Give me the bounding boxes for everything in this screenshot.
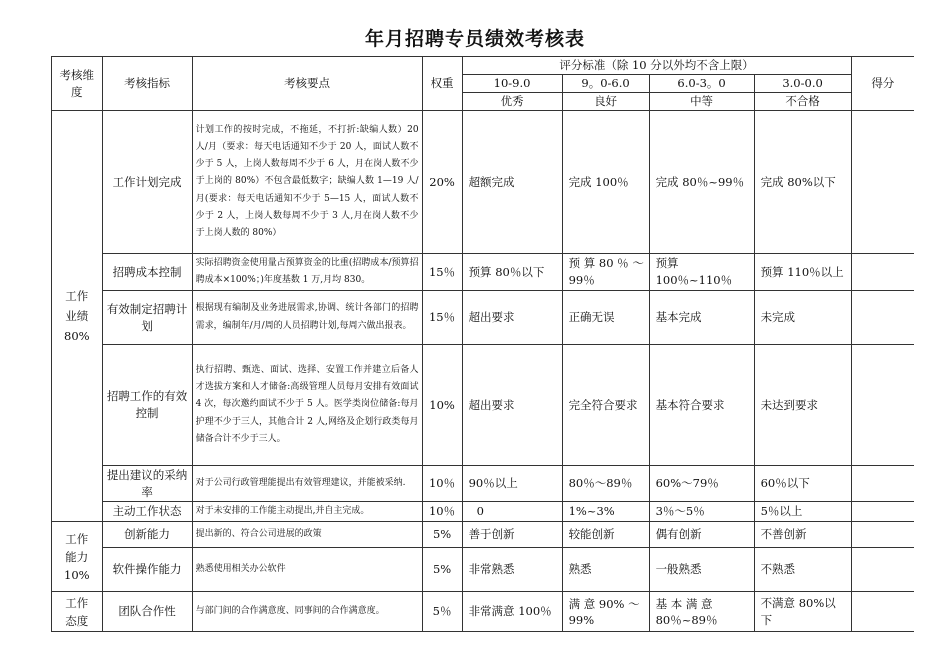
indicator-cell: 有效制定招聘计划	[102, 291, 192, 345]
key-points-cell: 与部门间的合作满意度、同事间的合作满意度。	[192, 592, 422, 632]
header-dimension: 考核维度	[52, 57, 103, 111]
score-cell[interactable]	[851, 111, 914, 254]
grade-medium-cell: 偶有创新	[649, 522, 754, 548]
grade-excellent-cell: 超出要求	[462, 345, 562, 466]
score-cell[interactable]	[851, 592, 914, 632]
range-good: 9。0-6.0	[562, 75, 649, 93]
range-fail: 3.0-0.0	[754, 75, 851, 93]
indicator-cell: 团队合作性	[102, 592, 192, 632]
grade-good-cell: 80％～89％	[562, 466, 649, 502]
grade-medium-cell: 60%～79％	[649, 466, 754, 502]
grade-excellent-cell: 90％以上	[462, 466, 562, 502]
score-cell[interactable]	[851, 548, 914, 592]
grade-good-cell: 完全符合要求	[562, 345, 649, 466]
grade-excellent-cell: 0	[462, 502, 562, 522]
table-row	[52, 111, 915, 254]
grade-fail-cell: 未达到要求	[754, 345, 851, 466]
grade-fail-cell: 不善创新	[754, 522, 851, 548]
table-row	[52, 592, 915, 632]
level-medium: 中等	[649, 93, 754, 111]
score-cell[interactable]	[851, 254, 914, 291]
grade-good-cell: 较能创新	[562, 522, 649, 548]
score-cell[interactable]	[851, 502, 914, 522]
grade-medium-cell: 基本完成	[649, 291, 754, 345]
grade-good-cell: 满 意 90% ～ 99%	[562, 592, 649, 632]
grade-fail-cell: 未完成	[754, 291, 851, 345]
table-row	[52, 502, 915, 522]
grade-fail-cell: 预算 110％以上	[754, 254, 851, 291]
range-excellent: 10-9.0	[462, 75, 562, 93]
key-points-cell: 熟悉使用相关办公软件	[192, 548, 422, 592]
grade-good-cell: 1%~3%	[562, 502, 649, 522]
key-points-cell: 计划工作的按时完成，不拖延，不打折:缺编人数）20 人/月（要求：每天电话通知不少于 20 人，面试人数不少于 5 人，上岗人数每周不少于 6 人，月在岗人数不少于上岗的 80%）不包含最低数字；缺编人数 1—19 人/月(要求：每天电话通知不少于 5—15 人，面试人数不少于 2 人，上岗人数每周不少于 3 人,月在岗人数不少于上岗人数的 80%）	[192, 111, 422, 254]
weight-cell: 10％	[422, 466, 462, 502]
weight-cell: 5%	[422, 548, 462, 592]
key-points-cell: 对于公司行政管理能提出有效管理建议，并能被采纳.	[192, 466, 422, 502]
key-points-cell: 根据现有编制及业务进展需求,协调、统计各部门的招聘需求，编制年/月/周的人员招聘计划,每周六做出报表。	[192, 291, 422, 345]
indicator-cell: 创新能力	[102, 522, 192, 548]
grade-medium-cell: 3％～5％	[649, 502, 754, 522]
page-title: 年月招聘专员绩效考核表	[364, 28, 585, 50]
grade-good-cell: 预 算 80 ％ ～ 99％	[562, 254, 649, 291]
grade-good-cell: 熟悉	[562, 548, 649, 592]
key-points-cell: 对于未安排的工作能主动提出,并自主完成。	[192, 502, 422, 522]
weight-cell: 20%	[422, 111, 462, 254]
weight-cell: 10%	[422, 345, 462, 466]
grade-excellent-cell: 超出要求	[462, 291, 562, 345]
grade-excellent-cell: 超额完成	[462, 111, 562, 254]
grade-medium-cell: 基 本 满 意 80％~89％	[649, 592, 754, 632]
weight-cell: 15％	[422, 254, 462, 291]
grade-good-cell: 完成 100％	[562, 111, 649, 254]
weight-cell: 5％	[422, 592, 462, 632]
score-cell[interactable]	[851, 522, 914, 548]
grade-medium-cell: 基本符合要求	[649, 345, 754, 466]
grade-excellent-cell: 善于创新	[462, 522, 562, 548]
key-points-cell: 执行招聘、甄选、面试、选择、安置工作并建立后备人才选拔方案和人才储备:高级管理人员每月安排有效面试 4 次，每次邀约面试不少于 5 人。医学类岗位储备:每月护理不少于三人，其他合计 2 人,网络及企划行政类每月储备合计不少于三人。	[192, 345, 422, 466]
key-points-cell: 提出新的、符合公司进展的政策	[192, 522, 422, 548]
dimension-attitude: 工作态度	[52, 592, 103, 632]
weight-cell: 5%	[422, 522, 462, 548]
assessment-table	[51, 56, 914, 632]
grade-fail-cell: 60％以下	[754, 466, 851, 502]
level-good: 良好	[562, 93, 649, 111]
dimension-ability: 工作能力10%	[52, 522, 103, 592]
score-cell[interactable]	[851, 466, 914, 502]
grade-medium-cell: 预算 100％~110％	[649, 254, 754, 291]
header-score: 得分	[851, 57, 914, 111]
grade-fail-cell: 不熟悉	[754, 548, 851, 592]
table-row	[52, 548, 915, 592]
table-row	[52, 466, 915, 502]
header-indicator: 考核指标	[102, 57, 192, 111]
key-points-cell: 实际招聘资金使用量占预算资金的比重(招聘成本/预算招聘成本×100%；)年度基数 1 万,月均 830。	[192, 254, 422, 291]
table-row	[52, 254, 915, 291]
indicator-cell: 主动工作状态	[102, 502, 192, 522]
grade-excellent-cell: 非常满意 100％	[462, 592, 562, 632]
indicator-cell: 招聘工作的有效控制	[102, 345, 192, 466]
weight-cell: 10％	[422, 502, 462, 522]
grade-excellent-cell: 预算 80％以下	[462, 254, 562, 291]
weight-cell: 15％	[422, 291, 462, 345]
level-fail: 不合格	[754, 93, 851, 111]
indicator-cell: 提出建议的采纳率	[102, 466, 192, 502]
grade-fail-cell: 不满意 80%以下	[754, 592, 851, 632]
grade-medium-cell: 完成 80％~99％	[649, 111, 754, 254]
indicator-cell: 软件操作能力	[102, 548, 192, 592]
level-excellent: 优秀	[462, 93, 562, 111]
grade-fail-cell: 完成 80%以下	[754, 111, 851, 254]
grade-fail-cell: 5％以上	[754, 502, 851, 522]
indicator-cell: 招聘成本控制	[102, 254, 192, 291]
dimension-performance: 工作业绩80%	[52, 111, 103, 522]
header-weight: 权重	[422, 57, 462, 111]
header-key-points: 考核要点	[192, 57, 422, 111]
score-cell[interactable]	[851, 291, 914, 345]
grade-excellent-cell: 非常熟悉	[462, 548, 562, 592]
grade-medium-cell: 一般熟悉	[649, 548, 754, 592]
range-medium: 6.0-3。0	[649, 75, 754, 93]
table-row	[52, 291, 915, 345]
table-row	[52, 345, 915, 466]
indicator-cell: 工作计划完成	[102, 111, 192, 254]
score-cell[interactable]	[851, 345, 914, 466]
header-standard: 评分标准（除 10 分以外均不含上限）	[462, 57, 851, 75]
grade-good-cell: 正确无误	[562, 291, 649, 345]
table-row	[52, 522, 915, 548]
